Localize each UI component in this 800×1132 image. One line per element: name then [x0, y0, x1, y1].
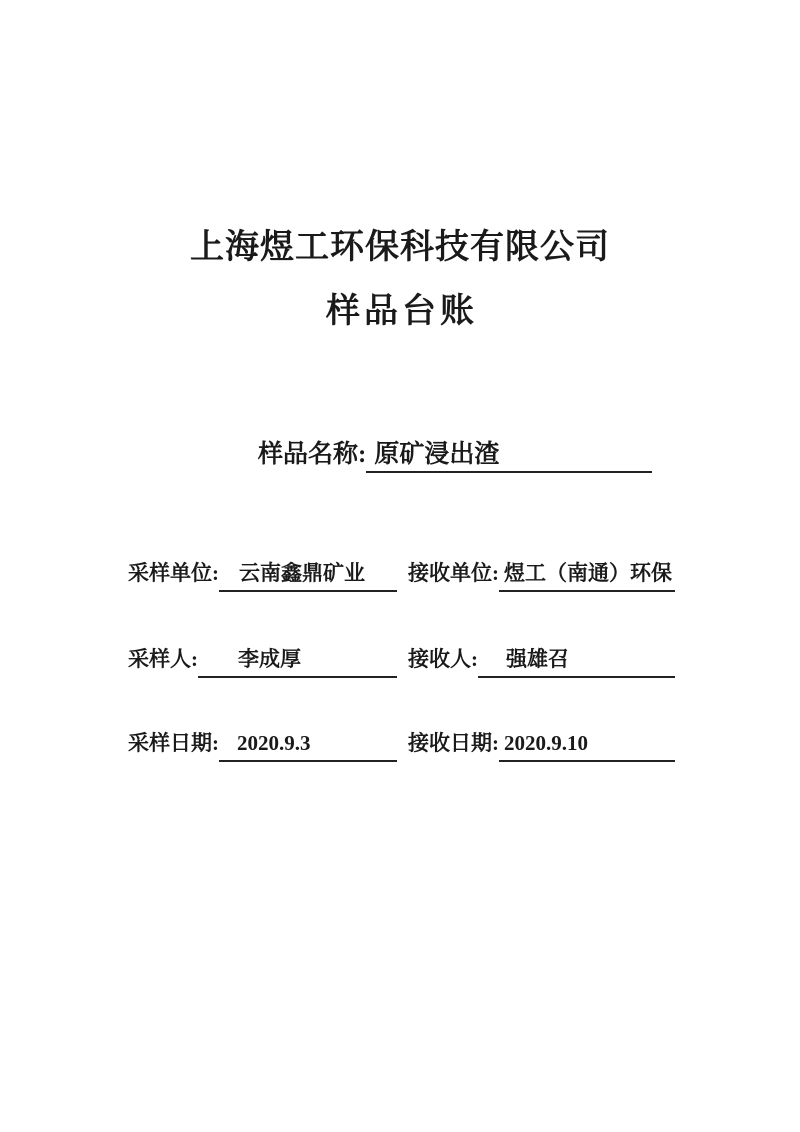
field-receiving-unit [408, 556, 675, 592]
receiver-value: 强雄召 [478, 642, 675, 678]
field-sampler [128, 642, 397, 678]
receiving-unit-value: 煜工（南通）环保 [499, 556, 675, 592]
field-row-units [128, 556, 688, 592]
field-receiving-date [408, 726, 675, 762]
field-row-persons [128, 642, 688, 678]
sampling-date-value: 2020.9.3 [219, 726, 397, 762]
field-sampling-unit [128, 556, 397, 592]
sampling-unit-value: 云南鑫鼎矿业 [219, 556, 397, 592]
sampler-label: 采样人: [128, 647, 198, 671]
doc-title: 样品台账 [326, 293, 478, 330]
field-receiver [408, 642, 675, 678]
sample-name-row [258, 438, 652, 473]
receiving-unit-label: 接收单位: [408, 561, 499, 585]
receiving-date-label: 接收日期: [408, 731, 499, 755]
sampling-date-label: 采样日期: [128, 731, 219, 755]
sample-name-value: 原矿浸出渣 [366, 438, 652, 473]
receiver-label: 接收人: [408, 647, 478, 671]
field-row-dates [128, 726, 688, 762]
company-title: 上海煜工环保科技有限公司 [190, 229, 610, 266]
sample-name-label: 样品名称: [258, 441, 367, 468]
sampling-unit-label: 采样单位: [128, 561, 219, 585]
field-sampling-date [128, 726, 397, 762]
sampler-value: 李成厚 [198, 642, 397, 678]
receiving-date-value: 2020.9.10 [499, 726, 675, 762]
